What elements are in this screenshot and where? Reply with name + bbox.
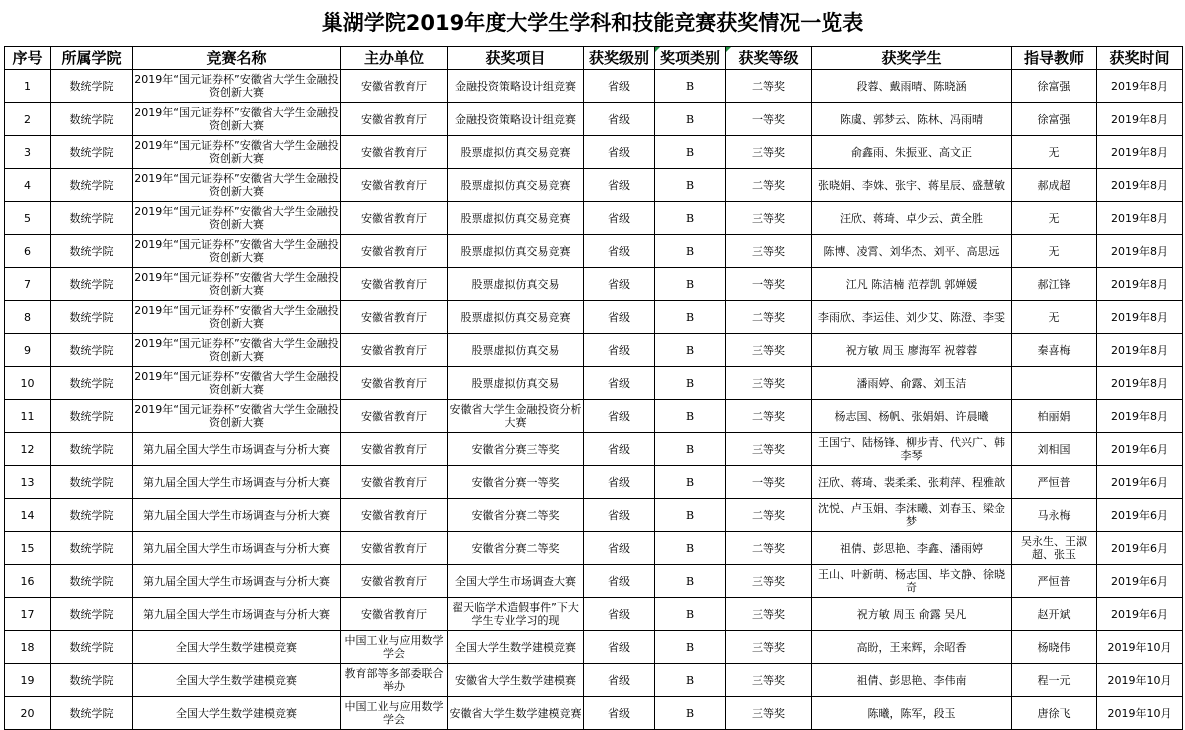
award-grade-cell[interactable]: 三等奖 (726, 598, 812, 631)
project-cell[interactable]: 股票虚拟仿真交易竞赛 (448, 301, 584, 334)
header-cell[interactable]: 获奖等级 (726, 47, 812, 70)
award-time-cell[interactable]: 2019年8月 (1097, 103, 1183, 136)
award-level-cell[interactable]: 省级 (584, 565, 655, 598)
students-cell[interactable]: 陈曦，陈军，段玉 (812, 697, 1012, 730)
award-grade-cell[interactable]: 三等奖 (726, 136, 812, 169)
award-grade-cell[interactable]: 三等奖 (726, 631, 812, 664)
award-time-cell[interactable]: 2019年8月 (1097, 136, 1183, 169)
table-row (5, 532, 1183, 565)
project-cell[interactable]: 股票虚拟仿真交易 (448, 367, 584, 400)
contest-name-cell[interactable]: 2019年“国元证券杯”安徽省大学生金融投资创新大赛 (133, 367, 341, 400)
award-grade-cell[interactable]: 二等奖 (726, 169, 812, 202)
students-cell[interactable]: 祝方敏 周玉 廖海军 祝蓉蓉 (812, 334, 1012, 367)
award-time-cell[interactable]: 2019年10月 (1097, 697, 1183, 730)
college-cell[interactable]: 数统学院 (51, 565, 133, 598)
college-cell[interactable]: 数统学院 (51, 697, 133, 730)
teacher-cell[interactable]: 程一元 (1012, 664, 1097, 697)
header-cell[interactable]: 指导教师 (1012, 47, 1097, 70)
organizer-cell[interactable]: 安徽省教育厅 (341, 400, 448, 433)
award-grade-cell[interactable]: 一等奖 (726, 466, 812, 499)
contest-name-cell[interactable]: 2019年“国元证券杯”安徽省大学生金融投资创新大赛 (133, 70, 341, 103)
row-number-cell[interactable]: 14 (5, 499, 51, 532)
organizer-cell[interactable]: 中国工业与应用数学学会 (341, 631, 448, 664)
students-cell[interactable]: 李雨欣、李运佳、刘少艾、陈澄、李雯 (812, 301, 1012, 334)
contest-name-cell[interactable]: 全国大学生数学建模竞赛 (133, 631, 341, 664)
row-number-cell[interactable]: 11 (5, 400, 51, 433)
contest-name-cell[interactable]: 2019年“国元证券杯”安徽省大学生金融投资创新大赛 (133, 103, 341, 136)
organizer-cell[interactable]: 安徽省教育厅 (341, 367, 448, 400)
college-cell[interactable]: 数统学院 (51, 367, 133, 400)
college-cell[interactable]: 数统学院 (51, 400, 133, 433)
award-category-cell[interactable]: B (655, 268, 726, 301)
organizer-cell[interactable]: 教育部等多部委联合举办 (341, 664, 448, 697)
award-level-cell[interactable]: 省级 (584, 202, 655, 235)
award-grade-cell[interactable]: 三等奖 (726, 334, 812, 367)
contest-name-cell[interactable]: 第九届全国大学生市场调查与分析大赛 (133, 499, 341, 532)
project-cell[interactable]: 安徽省分赛二等奖 (448, 532, 584, 565)
teacher-cell[interactable]: 马永梅 (1012, 499, 1097, 532)
award-level-cell[interactable]: 省级 (584, 400, 655, 433)
award-grade-cell[interactable]: 三等奖 (726, 664, 812, 697)
table-row (5, 202, 1183, 235)
award-category-cell[interactable]: B (655, 103, 726, 136)
teacher-cell[interactable]: 徐富强 (1012, 103, 1097, 136)
award-time-cell[interactable]: 2019年8月 (1097, 334, 1183, 367)
teacher-cell[interactable]: 赵开斌 (1012, 598, 1097, 631)
row-number-cell[interactable]: 2 (5, 103, 51, 136)
header-cell[interactable]: 主办单位 (341, 47, 448, 70)
teacher-cell[interactable]: 刘相国 (1012, 433, 1097, 466)
teacher-cell[interactable]: 严恒普 (1012, 466, 1097, 499)
college-cell[interactable]: 数统学院 (51, 202, 133, 235)
contest-name-cell[interactable]: 2019年“国元证券杯”安徽省大学生金融投资创新大赛 (133, 202, 341, 235)
organizer-cell[interactable]: 安徽省教育厅 (341, 301, 448, 334)
award-grade-cell[interactable]: 一等奖 (726, 103, 812, 136)
contest-name-cell[interactable]: 全国大学生数学建模竞赛 (133, 697, 341, 730)
table-row (5, 565, 1183, 598)
table-row (5, 400, 1183, 433)
table-row (5, 301, 1183, 334)
row-number-cell[interactable]: 18 (5, 631, 51, 664)
organizer-cell[interactable]: 安徽省教育厅 (341, 499, 448, 532)
contest-name-cell[interactable]: 2019年“国元证券杯”安徽省大学生金融投资创新大赛 (133, 400, 341, 433)
header-cell[interactable]: 获奖学生 (812, 47, 1012, 70)
project-cell[interactable]: 股票虚拟仿真交易竞赛 (448, 202, 584, 235)
award-category-cell[interactable]: B (655, 697, 726, 730)
award-time-cell[interactable]: 2019年6月 (1097, 598, 1183, 631)
award-time-cell[interactable]: 2019年8月 (1097, 400, 1183, 433)
row-number-cell[interactable]: 7 (5, 268, 51, 301)
award-time-cell[interactable]: 2019年8月 (1097, 202, 1183, 235)
students-cell[interactable]: 沈悦、卢玉娟、李沫曦、刘春玉、梁金梦 (812, 499, 1012, 532)
students-cell[interactable]: 陈博、凌霄、刘华杰、刘平、高思远 (812, 235, 1012, 268)
award-category-cell[interactable]: B (655, 598, 726, 631)
college-cell[interactable]: 数统学院 (51, 532, 133, 565)
award-level-cell[interactable]: 省级 (584, 169, 655, 202)
project-cell[interactable]: 安徽省分赛二等奖 (448, 499, 584, 532)
row-number-cell[interactable]: 19 (5, 664, 51, 697)
award-category-cell[interactable]: B (655, 499, 726, 532)
teacher-cell[interactable]: 无 (1012, 202, 1097, 235)
project-cell[interactable]: 安徽省分赛三等奖 (448, 433, 584, 466)
award-category-cell[interactable]: B (655, 334, 726, 367)
row-number-cell[interactable]: 20 (5, 697, 51, 730)
organizer-cell[interactable]: 安徽省教育厅 (341, 136, 448, 169)
table-row (5, 235, 1183, 268)
table-row (5, 334, 1183, 367)
row-number-cell[interactable]: 16 (5, 565, 51, 598)
award-time-cell[interactable]: 2019年10月 (1097, 631, 1183, 664)
table-row (5, 631, 1183, 664)
students-cell[interactable]: 汪欣、蒋琦、裴柔柔、张莉萍、程雅歆 (812, 466, 1012, 499)
contest-name-cell[interactable]: 2019年“国元证券杯”安徽省大学生金融投资创新大赛 (133, 169, 341, 202)
award-time-cell[interactable]: 2019年6月 (1097, 532, 1183, 565)
organizer-cell[interactable]: 安徽省教育厅 (341, 565, 448, 598)
award-level-cell[interactable]: 省级 (584, 697, 655, 730)
table-row (5, 598, 1183, 631)
college-cell[interactable]: 数统学院 (51, 499, 133, 532)
teacher-cell[interactable]: 柏丽娟 (1012, 400, 1097, 433)
header-cell[interactable]: 获奖项目 (448, 47, 584, 70)
contest-name-cell[interactable]: 第九届全国大学生市场调查与分析大赛 (133, 598, 341, 631)
table-row (5, 136, 1183, 169)
contest-name-cell[interactable]: 2019年“国元证券杯”安徽省大学生金融投资创新大赛 (133, 235, 341, 268)
organizer-cell[interactable]: 安徽省教育厅 (341, 169, 448, 202)
award-time-cell[interactable]: 2019年6月 (1097, 433, 1183, 466)
project-cell[interactable]: 全国大学生市场调查大赛 (448, 565, 584, 598)
teacher-cell[interactable]: 无 (1012, 136, 1097, 169)
table-header-row (5, 47, 1183, 70)
college-cell[interactable]: 数统学院 (51, 598, 133, 631)
teacher-cell[interactable] (1012, 367, 1097, 400)
contest-name-cell[interactable]: 2019年“国元证券杯”安徽省大学生金融投资创新大赛 (133, 334, 341, 367)
teacher-cell[interactable]: 郝成超 (1012, 169, 1097, 202)
row-number-cell[interactable]: 1 (5, 70, 51, 103)
award-category-cell[interactable]: B (655, 202, 726, 235)
award-grade-cell[interactable]: 二等奖 (726, 499, 812, 532)
teacher-cell[interactable]: 无 (1012, 235, 1097, 268)
project-cell[interactable]: 股票虚拟仿真交易 (448, 334, 584, 367)
college-cell[interactable]: 数统学院 (51, 466, 133, 499)
project-cell[interactable]: 翟天临学术造假事件”下大学生专业学习的现 (448, 598, 584, 631)
award-level-cell[interactable]: 省级 (584, 598, 655, 631)
table-row (5, 367, 1183, 400)
organizer-cell[interactable]: 安徽省教育厅 (341, 334, 448, 367)
project-cell[interactable]: 安徽省分赛一等奖 (448, 466, 584, 499)
college-cell[interactable]: 数统学院 (51, 268, 133, 301)
row-number-cell[interactable]: 3 (5, 136, 51, 169)
teacher-cell[interactable]: 徐富强 (1012, 70, 1097, 103)
organizer-cell[interactable]: 安徽省教育厅 (341, 433, 448, 466)
organizer-cell[interactable]: 安徽省教育厅 (341, 268, 448, 301)
award-time-cell[interactable]: 2019年8月 (1097, 268, 1183, 301)
award-level-cell[interactable]: 省级 (584, 367, 655, 400)
teacher-cell[interactable]: 秦喜梅 (1012, 334, 1097, 367)
award-time-cell[interactable]: 2019年6月 (1097, 565, 1183, 598)
header-cell[interactable]: 获奖级别 (584, 47, 655, 70)
students-cell[interactable]: 王国宁、陆杨锋、柳步青、代兴广、韩李琴 (812, 433, 1012, 466)
table-row (5, 499, 1183, 532)
award-time-cell[interactable]: 2019年8月 (1097, 70, 1183, 103)
contest-name-cell[interactable]: 2019年“国元证券杯”安徽省大学生金融投资创新大赛 (133, 136, 341, 169)
contest-name-cell[interactable]: 全国大学生数学建模竞赛 (133, 664, 341, 697)
students-cell[interactable]: 段蓉、戴雨晴、陈晓涵 (812, 70, 1012, 103)
award-category-cell[interactable]: B (655, 631, 726, 664)
award-grade-cell[interactable]: 一等奖 (726, 268, 812, 301)
students-cell[interactable]: 陈虞、郭梦云、陈林、冯雨晴 (812, 103, 1012, 136)
award-level-cell[interactable]: 省级 (584, 103, 655, 136)
award-level-cell[interactable]: 省级 (584, 433, 655, 466)
award-category-cell[interactable]: B (655, 466, 726, 499)
award-time-cell[interactable]: 2019年10月 (1097, 664, 1183, 697)
award-category-cell[interactable]: B (655, 301, 726, 334)
row-number-cell[interactable]: 17 (5, 598, 51, 631)
award-time-cell[interactable]: 2019年8月 (1097, 169, 1183, 202)
teacher-cell[interactable]: 郝江锋 (1012, 268, 1097, 301)
contest-name-cell[interactable]: 2019年“国元证券杯”安徽省大学生金融投资创新大赛 (133, 268, 341, 301)
award-category-cell[interactable]: B (655, 400, 726, 433)
students-cell[interactable]: 江凡 陈洁楠 范荐凯 郭婵媛 (812, 268, 1012, 301)
project-cell[interactable]: 股票虚拟仿真交易竞赛 (448, 169, 584, 202)
award-level-cell[interactable]: 省级 (584, 235, 655, 268)
award-time-cell[interactable]: 2019年8月 (1097, 301, 1183, 334)
row-number-cell[interactable]: 12 (5, 433, 51, 466)
award-grade-cell[interactable]: 二等奖 (726, 301, 812, 334)
award-level-cell[interactable]: 省级 (584, 70, 655, 103)
project-cell[interactable]: 全国大学生数学建模竞赛 (448, 631, 584, 664)
award-grade-cell[interactable]: 三等奖 (726, 697, 812, 730)
teacher-cell[interactable]: 吴永生、王淑超、张玉 (1012, 532, 1097, 565)
award-category-cell[interactable]: B (655, 532, 726, 565)
header-cell[interactable]: 序号 (5, 47, 51, 70)
award-level-cell[interactable]: 省级 (584, 334, 655, 367)
award-grade-cell[interactable]: 三等奖 (726, 235, 812, 268)
project-cell[interactable]: 股票虚拟仿真交易 (448, 268, 584, 301)
row-number-cell[interactable]: 9 (5, 334, 51, 367)
header-cell[interactable]: 获奖时间 (1097, 47, 1183, 70)
table-row (5, 433, 1183, 466)
students-cell[interactable]: 祖倩、彭思艳、李鑫、潘雨婷 (812, 532, 1012, 565)
row-number-cell[interactable]: 4 (5, 169, 51, 202)
table-row (5, 466, 1183, 499)
row-number-cell[interactable]: 10 (5, 367, 51, 400)
project-cell[interactable]: 股票虚拟仿真交易竞赛 (448, 235, 584, 268)
students-cell[interactable]: 杨志国、杨帆、张娟娟、许晨曦 (812, 400, 1012, 433)
award-category-cell[interactable]: B (655, 367, 726, 400)
award-time-cell[interactable]: 2019年8月 (1097, 235, 1183, 268)
row-number-cell[interactable]: 5 (5, 202, 51, 235)
students-cell[interactable]: 祖倩、彭思艳、李伟南 (812, 664, 1012, 697)
table-row (5, 169, 1183, 202)
award-category-cell[interactable]: B (655, 565, 726, 598)
row-number-cell[interactable]: 13 (5, 466, 51, 499)
teacher-cell[interactable]: 唐徐飞 (1012, 697, 1097, 730)
college-cell[interactable]: 数统学院 (51, 70, 133, 103)
organizer-cell[interactable]: 安徽省教育厅 (341, 235, 448, 268)
project-cell[interactable]: 安徽省大学生金融投资分析大赛 (448, 400, 584, 433)
table-row (5, 697, 1183, 730)
teacher-cell[interactable]: 杨晓伟 (1012, 631, 1097, 664)
contest-name-cell[interactable]: 第九届全国大学生市场调查与分析大赛 (133, 433, 341, 466)
teacher-cell[interactable]: 严恒普 (1012, 565, 1097, 598)
award-category-cell[interactable]: B (655, 169, 726, 202)
award-table (4, 46, 1183, 730)
students-cell[interactable]: 张晓娟、李姝、张宇、蒋星辰、盛慧敏 (812, 169, 1012, 202)
project-cell[interactable]: 金融投资策略设计组竞赛 (448, 103, 584, 136)
award-level-cell[interactable]: 省级 (584, 136, 655, 169)
table-row (5, 70, 1183, 103)
college-cell[interactable]: 数统学院 (51, 169, 133, 202)
award-time-cell[interactable]: 2019年6月 (1097, 466, 1183, 499)
college-cell[interactable]: 数统学院 (51, 235, 133, 268)
award-grade-cell[interactable]: 三等奖 (726, 202, 812, 235)
header-cell[interactable]: 所属学院 (51, 47, 133, 70)
college-cell[interactable]: 数统学院 (51, 334, 133, 367)
college-cell[interactable]: 数统学院 (51, 136, 133, 169)
students-cell[interactable]: 祝方敏 周玉 俞露 吴凡 (812, 598, 1012, 631)
students-cell[interactable]: 王山、叶新萌、杨志国、毕文静、徐晓奇 (812, 565, 1012, 598)
college-cell[interactable]: 数统学院 (51, 301, 133, 334)
header-cell[interactable]: 竞赛名称 (133, 47, 341, 70)
award-category-cell[interactable]: B (655, 70, 726, 103)
students-cell[interactable]: 俞鑫雨、朱振亚、高文正 (812, 136, 1012, 169)
award-level-cell[interactable]: 省级 (584, 301, 655, 334)
award-grade-cell[interactable]: 三等奖 (726, 367, 812, 400)
award-level-cell[interactable]: 省级 (584, 268, 655, 301)
project-cell[interactable]: 股票虚拟仿真交易竞赛 (448, 136, 584, 169)
table-row (5, 103, 1183, 136)
award-level-cell[interactable]: 省级 (584, 466, 655, 499)
award-grade-cell[interactable]: 二等奖 (726, 400, 812, 433)
table-row (5, 664, 1183, 697)
award-grade-cell[interactable]: 二等奖 (726, 70, 812, 103)
organizer-cell[interactable]: 安徽省教育厅 (341, 70, 448, 103)
students-cell[interactable]: 潘雨婷、俞露、刘玉洁 (812, 367, 1012, 400)
organizer-cell[interactable]: 安徽省教育厅 (341, 466, 448, 499)
award-level-cell[interactable]: 省级 (584, 631, 655, 664)
table-row (5, 268, 1183, 301)
contest-name-cell[interactable]: 第九届全国大学生市场调查与分析大赛 (133, 565, 341, 598)
award-category-cell[interactable]: B (655, 235, 726, 268)
organizer-cell[interactable]: 安徽省教育厅 (341, 202, 448, 235)
award-category-cell[interactable]: B (655, 433, 726, 466)
award-time-cell[interactable]: 2019年6月 (1097, 499, 1183, 532)
college-cell[interactable]: 数统学院 (51, 433, 133, 466)
teacher-cell[interactable]: 无 (1012, 301, 1097, 334)
students-cell[interactable]: 汪欣、蒋琦、卓少云、黄全胜 (812, 202, 1012, 235)
row-number-cell[interactable]: 15 (5, 532, 51, 565)
contest-name-cell[interactable]: 第九届全国大学生市场调查与分析大赛 (133, 466, 341, 499)
award-grade-cell[interactable]: 二等奖 (726, 532, 812, 565)
project-cell[interactable]: 金融投资策略设计组竞赛 (448, 70, 584, 103)
award-level-cell[interactable]: 省级 (584, 499, 655, 532)
award-time-cell[interactable]: 2019年8月 (1097, 367, 1183, 400)
award-grade-cell[interactable]: 三等奖 (726, 433, 812, 466)
award-level-cell[interactable]: 省级 (584, 532, 655, 565)
award-category-cell[interactable]: B (655, 664, 726, 697)
row-number-cell[interactable]: 6 (5, 235, 51, 268)
project-cell[interactable]: 安徽省大学生数学建模竞赛 (448, 697, 584, 730)
students-cell[interactable]: 高盼，王来辉，余昭香 (812, 631, 1012, 664)
award-category-cell[interactable]: B (655, 136, 726, 169)
contest-name-cell[interactable]: 第九届全国大学生市场调查与分析大赛 (133, 532, 341, 565)
organizer-cell[interactable]: 安徽省教育厅 (341, 103, 448, 136)
college-cell[interactable]: 数统学院 (51, 631, 133, 664)
project-cell[interactable]: 安徽省大学生数学建模赛 (448, 664, 584, 697)
college-cell[interactable]: 数统学院 (51, 103, 133, 136)
organizer-cell[interactable]: 安徽省教育厅 (341, 532, 448, 565)
contest-name-cell[interactable]: 2019年“国元证券杯”安徽省大学生金融投资创新大赛 (133, 301, 341, 334)
organizer-cell[interactable]: 中国工业与应用数学学会 (341, 697, 448, 730)
row-number-cell[interactable]: 8 (5, 301, 51, 334)
award-level-cell[interactable]: 省级 (584, 664, 655, 697)
sheet-title: 巢湖学院2019年度大学生学科和技能竞赛获奖情况一览表 (321, 11, 864, 35)
header-cell[interactable]: 奖项类别 (655, 47, 726, 70)
organizer-cell[interactable]: 安徽省教育厅 (341, 598, 448, 631)
award-grade-cell[interactable]: 三等奖 (726, 565, 812, 598)
college-cell[interactable]: 数统学院 (51, 664, 133, 697)
